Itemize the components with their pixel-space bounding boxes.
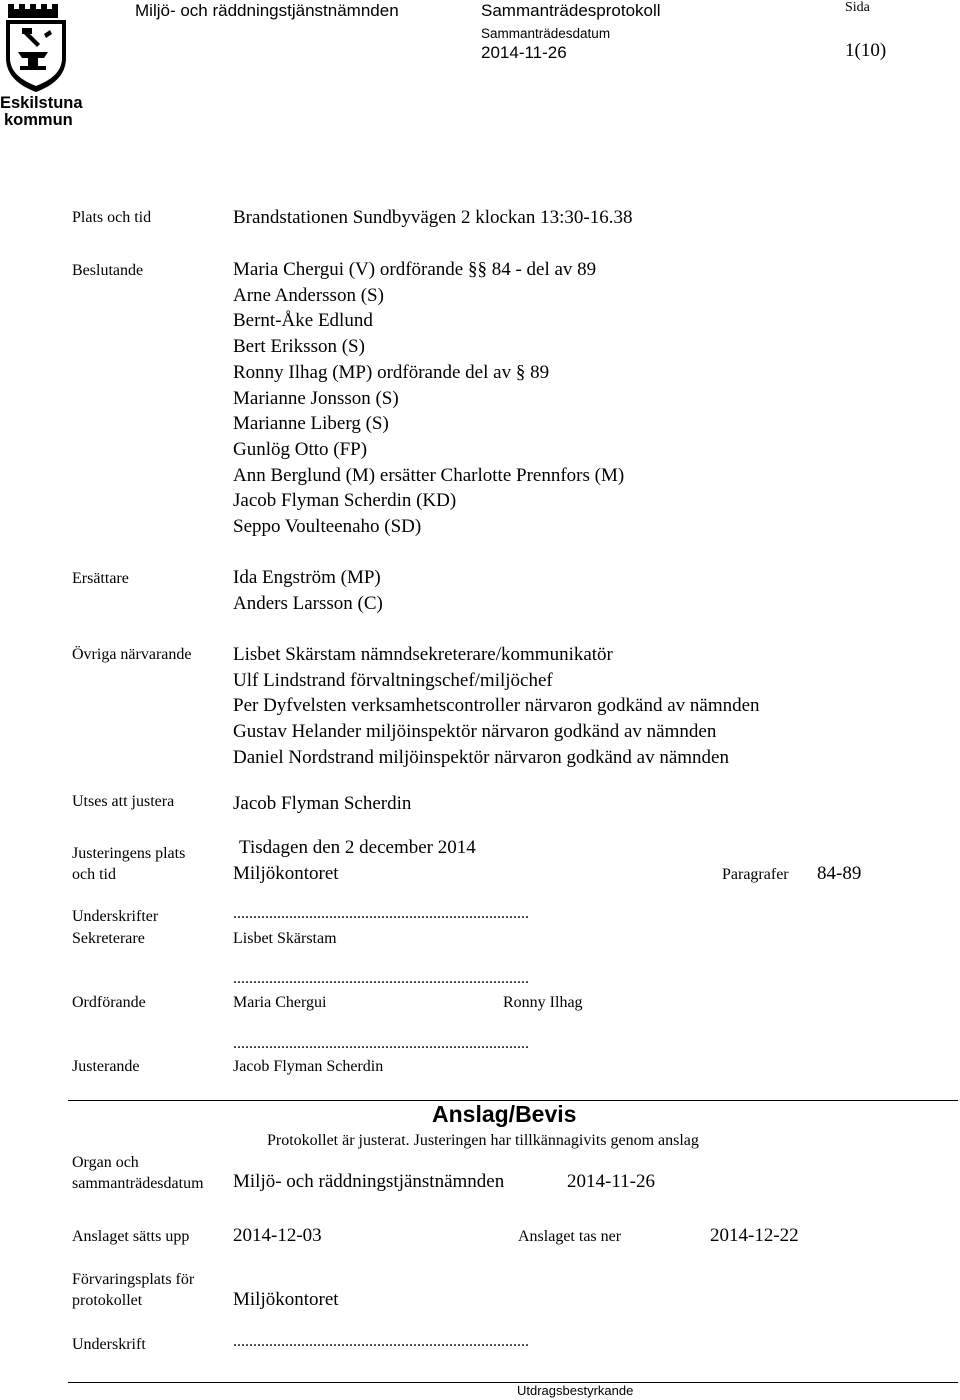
member-row: Maria Chergui (V) ordförande §§ 84 - del av 89 (233, 259, 597, 280)
logo-text-line1: Eskilstuna (0, 94, 83, 112)
signature-label: Underskrift (72, 1336, 146, 1353)
member-row: Bernt-Åke Edlund (233, 310, 373, 332)
place-value: Brandstationen Sundbyvägen 2 klockan 13:30-16.38 (233, 207, 633, 228)
eskilstuna-kommun-logo (0, 0, 83, 130)
removed-date: 2014-12-22 (710, 1225, 799, 1246)
substitute-row: Ida Engström (MP) (233, 567, 381, 588)
member-row: Gunlög Otto (FP) (233, 438, 368, 460)
paragraphs-label: Paragrafer (722, 866, 789, 883)
organ-label-line2: sammanträdesdatum (72, 1175, 204, 1192)
adjustment-label-line1: Justeringens plats (72, 845, 186, 862)
other-row: Gustav Helander miljöinspektör närvaron godkänd av nämnden (233, 721, 717, 743)
notice-title: Anslag/Bevis (432, 1101, 577, 1127)
member-row: Arne Andersson (S) (233, 284, 384, 306)
committee-name: Miljö- och räddningstjänstnämnden (135, 1, 399, 20)
page-label: Sida (845, 0, 870, 15)
place-label: Plats och tid (72, 209, 152, 226)
notice-bottom-rule (68, 1382, 958, 1383)
chair-name: Maria Chergui (233, 994, 327, 1011)
storage-label-line1: Förvaringsplats för (72, 1271, 195, 1288)
member-row: Seppo Voulteenaho (SD) (233, 516, 422, 538)
other-row: Ulf Lindstrand förvaltningschef/miljöchef (233, 669, 553, 691)
signing-adjuster-label: Justerande (72, 1058, 140, 1075)
logo-text-line2: kommun (4, 111, 73, 129)
others-list (233, 642, 760, 771)
adjuster-label: Utses att justera (72, 793, 175, 810)
other-row: Daniel Nordstrand miljöinspektör närvaron godkänd av nämnden (233, 746, 729, 768)
adjustment-place: Miljökontoret (233, 863, 339, 884)
footer-caption: Utdragsbestyrkande (517, 1383, 634, 1398)
meeting-date-label: Sammanträdesdatum (481, 26, 611, 41)
member-row: Marianne Liberg (S) (233, 413, 389, 435)
secretary-signature-line: .......................................................................... (233, 905, 529, 922)
notice-signature-line: .......................................................................... (233, 1333, 529, 1350)
organ-label-line1: Organ och (72, 1154, 139, 1171)
substitutes-list (233, 565, 383, 616)
posted-label: Anslaget sätts upp (72, 1228, 190, 1245)
page-number: 1(10) (845, 40, 887, 61)
substitute-row: Anders Larsson (C) (233, 592, 383, 614)
member-row: Marianne Jonsson (S) (233, 387, 399, 409)
adjustment-label-line2: och tid (72, 866, 116, 883)
adjustment-time: Tisdagen den 2 december 2014 (239, 837, 476, 858)
secretary-name: Lisbet Skärstam (233, 930, 337, 947)
chair-name-2: Ronny Ilhag (503, 994, 583, 1011)
chair-label: Ordförande (72, 994, 146, 1011)
organ-value: Miljö- och räddningstjänstnämnden (233, 1171, 505, 1192)
substitutes-label: Ersättare (72, 570, 129, 587)
chair-signature-line: .......................................................................... (233, 970, 529, 987)
storage-value: Miljökontoret (233, 1289, 339, 1310)
other-row: Per Dyfvelsten verksamhetscontroller närvaron godkänd av nämnden (233, 695, 760, 717)
posted-date: 2014-12-03 (233, 1225, 322, 1246)
notice-subtitle: Protokollet är justerat. Justeringen har tillkännagivits genom anslag (267, 1132, 699, 1149)
adjuster-value: Jacob Flyman Scherdin (233, 793, 412, 814)
member-row: Bert Eriksson (S) (233, 336, 365, 358)
others-label: Övriga närvarande (72, 646, 192, 663)
signatures-label: Underskrifter (72, 908, 159, 925)
removed-label: Anslaget tas ner (518, 1228, 622, 1245)
deciding-members (233, 257, 624, 540)
meeting-date: 2014-11-26 (481, 43, 567, 62)
secretary-label: Sekreterare (72, 930, 145, 947)
signing-adjuster-name: Jacob Flyman Scherdin (233, 1058, 384, 1075)
paragraphs-value: 84-89 (817, 863, 862, 884)
storage-label-line2: protokollet (72, 1292, 143, 1309)
member-row: Jacob Flyman Scherdin (KD) (233, 490, 457, 512)
organ-date: 2014-11-26 (567, 1171, 655, 1192)
member-row: Ann Berglund (M) ersätter Charlotte Prennfors (M) (233, 464, 625, 486)
other-row: Lisbet Skärstam nämndsekreterare/kommunikatör (233, 644, 613, 665)
adjuster-signature-line: .......................................................................... (233, 1035, 529, 1052)
document-type: Sammanträdesprotokoll (481, 1, 661, 20)
member-row: Ronny Ilhag (MP) ordförande del av § 89 (233, 361, 550, 383)
deciding-label: Beslutande (72, 262, 144, 279)
